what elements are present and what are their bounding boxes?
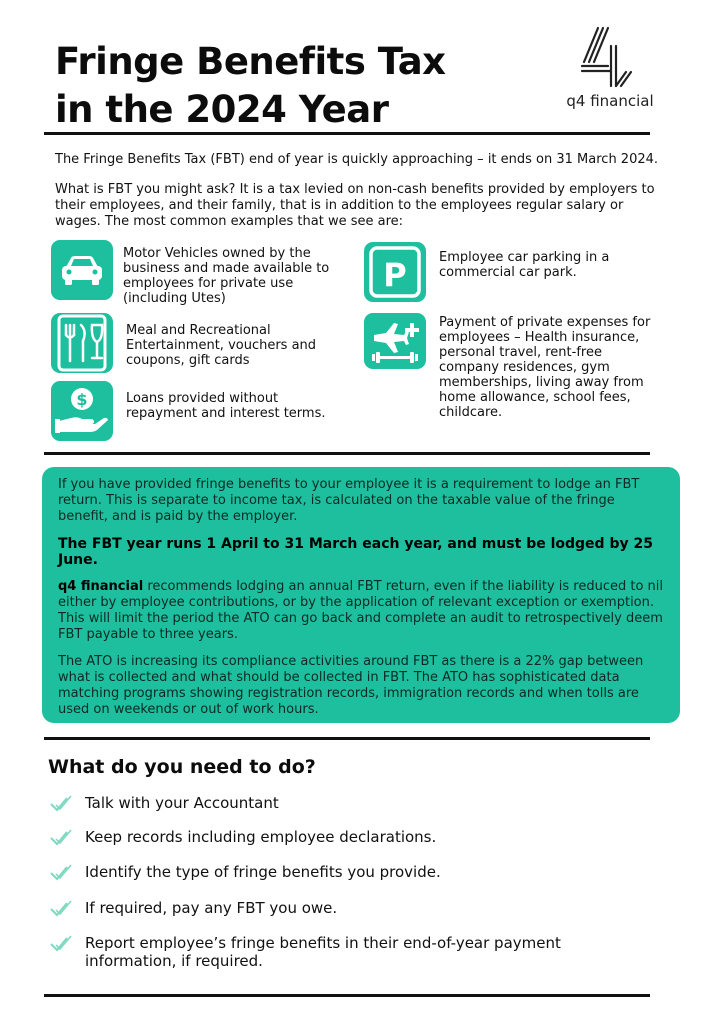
benefit-text: Payment of private expenses for employees – Health insurance, personal travel, rent-free company residences, gym memberships, living away from home allowance, school fees, childcare. — [439, 315, 651, 420]
parking-icon — [364, 242, 426, 302]
brand-name: q4 financial — [58, 579, 144, 594]
intro-paragraph-2: What is FBT you might ask? It is a tax levied on non-cash benefits provided by employers to their employees, and their family, that is in addition to the employees regular salary or wages. The most common examples that we see are: — [55, 182, 655, 229]
todo-item-label: Keep records including employee declarations. — [85, 828, 437, 846]
todo-item-label: Report employee’s fringe benefits in their end-of-year payment information, if required. — [85, 934, 561, 970]
q4-logo-mark-icon — [578, 26, 642, 90]
car-icon — [51, 240, 113, 300]
logo-text: q4 financial — [566, 92, 654, 110]
checkmark-icon — [50, 935, 72, 953]
checkmark-icon — [50, 829, 72, 847]
intro-paragraph-1: The Fringe Benefits Tax (FBT) end of year is quickly approaching – it ends on 31 March 2024. — [55, 152, 659, 167]
benefit-text: Loans provided without repayment and interest terms. — [126, 391, 326, 421]
q4-logo — [560, 26, 660, 116]
checkmark-icon — [50, 864, 72, 882]
svg-text:$: $ — [76, 390, 88, 409]
svg-text:P: P — [383, 256, 407, 294]
info-paragraph-1: If you have provided fringe benefits to your employee it is a requirement to lodge an FBT return. This is separate to income tax, is calculated on the taxable value of the fringe benefit, and is paid by the employer. — [58, 477, 640, 524]
info-paragraph-3-text: recommends lodging an annual FBT return, even if the liability is reduced to nil either by employee contributions, or by the application of relevant exception or exemption. This will limit the period the ATO can go back and complete an audit to retrospectively deem FBT payable to three years. — [58, 579, 664, 642]
benefit-text: Employee car parking in a commercial car park. — [439, 250, 610, 280]
divider-middle — [44, 452, 650, 455]
loan-icon — [51, 381, 113, 441]
travel-health-icon — [364, 313, 426, 369]
title-line-2: in the 2024 Year — [55, 88, 389, 131]
benefit-text: Meal and Recreational Entertainment, vouchers and coupons, gift cards — [126, 323, 317, 368]
divider-top — [44, 132, 650, 135]
todo-item-label: If required, pay any FBT you owe. — [85, 899, 338, 917]
checkmark-icon — [50, 795, 72, 813]
page-title — [55, 38, 515, 134]
benefit-text: Motor Vehicles owned by the business and made available to employees for private use (including Utes) — [123, 246, 330, 306]
checkmark-icon — [50, 900, 72, 918]
todo-heading: What do you need to do? — [48, 756, 316, 778]
divider-lower — [44, 737, 650, 740]
title-line-1: Fringe Benefits Tax — [55, 40, 446, 83]
todo-item-label: Talk with your Accountant — [85, 794, 279, 812]
divider-bottom — [44, 994, 650, 997]
info-paragraph-3 — [58, 579, 664, 643]
info-key-dates: The FBT year runs 1 April to 31 March each year, and must be lodged by 25 June. — [58, 536, 653, 568]
meal-icon — [51, 313, 113, 373]
fbt-info-box — [42, 467, 680, 723]
todo-item-label: Identify the type of fringe benefits you provide. — [85, 863, 441, 881]
info-paragraph-4: The ATO is increasing its compliance activities around FBT as there is a 22% gap between what is collected and what should be collected in FBT. The ATO has sophisticated data matching programs showing registration records, immigration records and when tolls are used on weekends or out of work hours. — [58, 654, 644, 717]
